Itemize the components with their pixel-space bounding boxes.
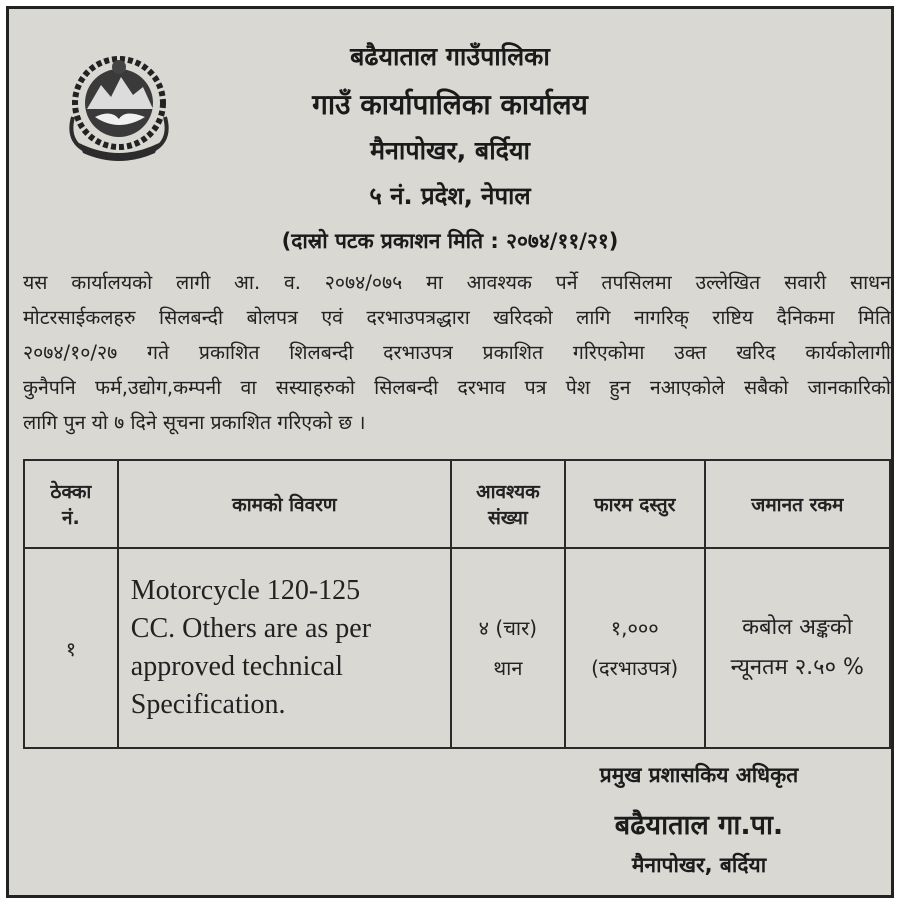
publish-date: (दास्रो पटक प्रकाशन मिति : २०७४/११/२१) — [281, 229, 619, 253]
signatory-office: बढैयाताल गा.पा. — [614, 810, 784, 841]
cell-contract-no: १ — [24, 548, 118, 748]
col-header-description: कामको विवरण — [118, 460, 451, 548]
body-line: लागि पुन यो ७ दिने सूचना प्रकाशित गरिएको छ । — [23, 411, 366, 434]
notice-body — [23, 265, 891, 440]
office-name: गाउँ कार्यापालिका कार्यालय — [312, 88, 588, 121]
cell-quantity: ४ (चार) थान — [451, 548, 565, 748]
body-line: यस कार्यालयको लागी आ. व. २०७४/०७५ मा आवश्यक पर्ने तपसिलमा उल्लेखित सवारी साधन — [23, 271, 891, 294]
col-header-security-amount: जमानत रकम — [705, 460, 890, 548]
body-line: मोटरसाईकलहरु सिलबन्दी बोलपत्र एवं दरभाउपत्रद्धारा खरिदको लागि नागरिक् राष्टिय दैनिकमा मिति — [23, 306, 891, 329]
body-line: कुनैपनि फर्म,उद्योग,कम्पनी वा सस्याहरुको सिलबन्दी दरभाव पत्र पेश हुन नआएकोले सबैको जानकारिको — [23, 376, 891, 399]
body-line: २०७४/१०/२७ गते प्रकाशित शिलबन्दी दरभाउपत्र प्रकाशित गरिएकोमा उक्त खरिद कार्यकोलागी — [23, 341, 891, 364]
col-header-contract-no: ठेक्का नं. — [24, 460, 118, 548]
cell-description: Motorcycle 120-125 CC. Others are as per approved technical Specification. — [118, 548, 451, 748]
province-country: ५ नं. प्रदेश, नेपाल — [369, 182, 531, 210]
municipality-name: बढैयाताल गाउँपालिका — [350, 42, 550, 71]
table-header-row — [24, 460, 890, 548]
tender-table — [23, 459, 891, 749]
col-header-quantity: आवश्यक संख्या — [451, 460, 565, 548]
signatory-place: मैनापोखर, बर्दिया — [631, 853, 767, 877]
office-location: मैनापोखर, बर्दिया — [370, 136, 530, 165]
col-header-form-fee: फारम दस्तुर — [565, 460, 705, 548]
notice-sheet — [6, 6, 894, 898]
signatory-title: प्रमुख प्रशासकिय अधिकृत — [599, 763, 799, 787]
table-row — [24, 548, 890, 748]
cell-form-fee: १,००० (दरभाउपत्र) — [565, 548, 705, 748]
cell-security-amount: कबोल अङ्कको न्यूनतम २.५० % — [705, 548, 890, 748]
